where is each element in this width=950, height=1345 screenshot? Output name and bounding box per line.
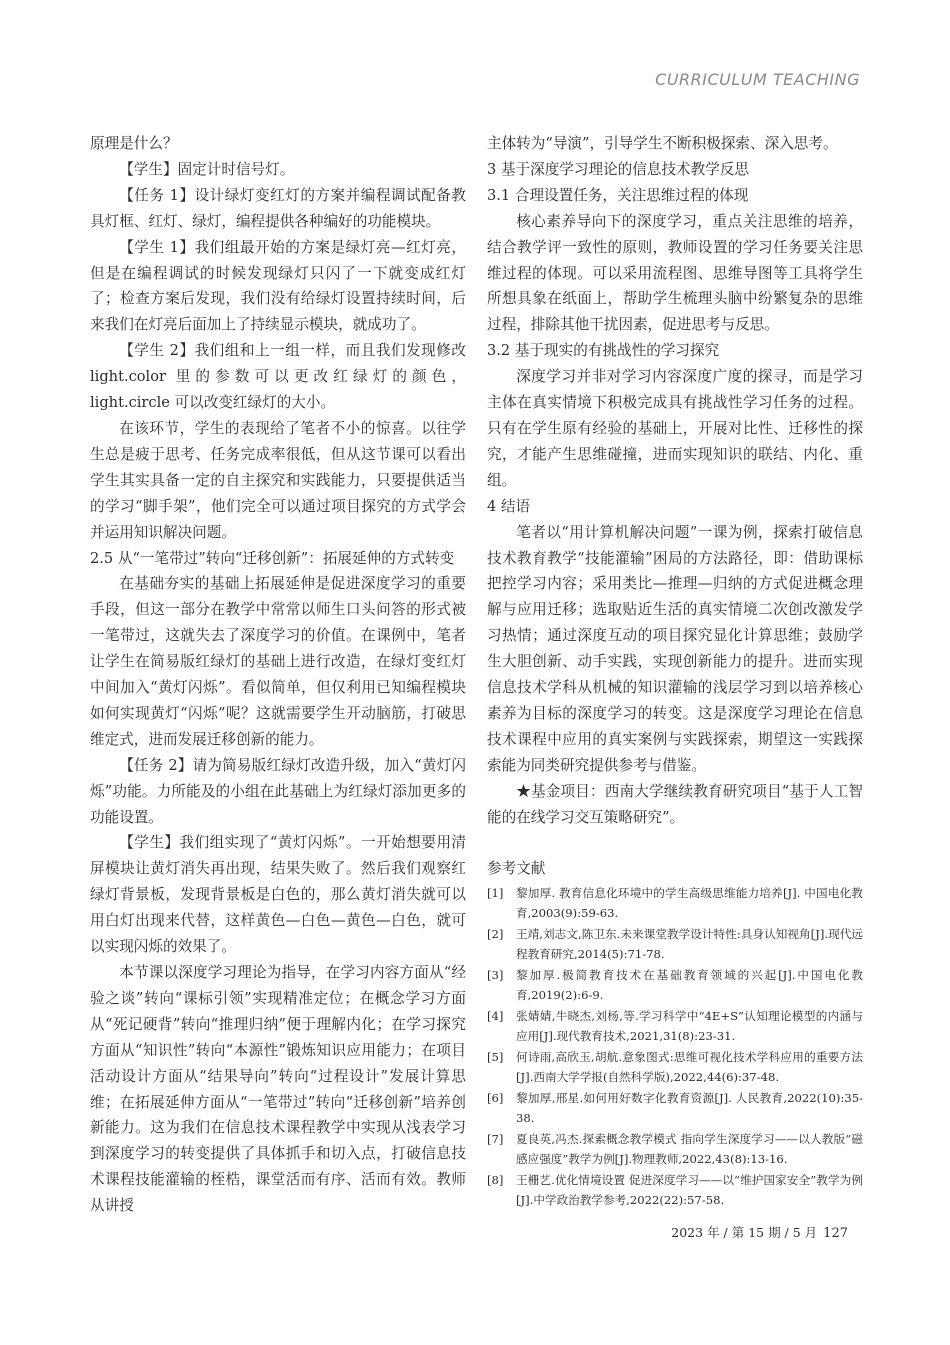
reference-text: 张婧婧,牛晓杰,刘杨,等.学习科学中“4E+S”认知理论模型的内涵与应用[J].现代教育技术,2021,31(8):23-31. — [516, 1009, 863, 1043]
reference-item — [487, 1130, 863, 1169]
paragraph: 笔者以“用计算机解决问题”一课为例，探索打破信息技术教育教学“技能灌输”困局的方法路径，即：借助课标把控学习内容；采用类比—推理—归纳的方式促进概念理解与应用迁移；选取贴近生活的真实情境二次创改激发学习热情；通过深度互动的项目探究显化计算思维；鼓励学生大胆创新、动手实践，实现创新能力的提升。进而实现信息技术学科从机械的知识灌输的浅层学习到以培养核心素养为目标的深度学习的转变。这是深度学习理论在信息技术课程中应用的真实案例与实践探索，期望这一实践探索能为同类研究提供参考与借鉴。 — [487, 523, 863, 774]
reference-number: [5] — [487, 1050, 504, 1065]
paragraph: 【任务 2】请为简易版红绿灯改造升级，加入“黄灯闪烁”功能。力所能及的小组在此基础上为红绿灯添加更多的功能设置。 — [90, 756, 466, 826]
issue-info: 2023 年 / 第 15 期 / 5 月 — [671, 1225, 818, 1240]
section-heading-2-5: 2.5 从“一笔带过”转向“迁移创新”：拓展延伸的方式转变 — [90, 549, 455, 567]
reference-item — [487, 1089, 863, 1128]
reference-item — [487, 1171, 863, 1210]
running-title: CURRICULUM TEACHING — [655, 70, 860, 89]
paragraph: 核心素养导向下的深度学习，重点关注思维的培养，结合教学评一致性的原则，教师设置的学习任务要关注思维过程的体现。可以采用流程图、思维导图等工具将学生所想具象在纸面上，帮助学生梳理头脑中纷繁复杂的思维过程，排除其他干扰因素，促进思考与反思。 — [487, 212, 863, 334]
section-heading-3-2: 3.2 基于现实的有挑战性的学习探究 — [487, 342, 720, 360]
paragraph: 【学生】我们组实现了“黄灯闪烁”。一开始想要用清屏模块让黄灯消失再出现，结果失败了。然后我们观察红绿灯背景板，发现背景板是白色的，那么黄灯消失就可以用白灯出现来代替，这样黄色—白色—黄色—白色，就可以实现闪烁的效果了。 — [90, 834, 466, 956]
paragraph: 在基础夯实的基础上拓展延伸是促进深度学习的重要手段，但这一部分在教学中常常以师生口头问答的形式被一笔带过，这就失去了深度学习的价值。在课例中，笔者让学生在简易版红绿灯的基础上进行改造，在绿灯变红灯中间加入“黄灯闪烁”。看似简单，但仅利用已知编程模块如何实现黄灯“闪烁”呢？这就需要学生开动脑筋，打破思维定式，进而发展迁移创新的能力。 — [90, 575, 466, 748]
paragraph: 【学生 1】我们组最开始的方案是绿灯亮—红灯亮，但是在编程调试的时候发现绿灯只闪了一下就变成红灯了；检查方案后发现，我们没有给绿灯设置持续时间，后来我们在灯亮后面加上了持续显示模块，就成功了。 — [90, 238, 466, 334]
paragraph: 本节课以深度学习理论为指导，在学习内容方面从“经验之谈”转向“课标引领”实现精准定位；在概念学习方面从“死记硬背”转向“推理归纳”便于理解内化；在学习探究方面从“知识性”转向“本源性”锻炼知识应用能力；在项目活动设计方面从“结果导向”转向“过程设计”发展计算思维；在拓展延伸方面从“一笔带过”转向“迁移创新”培养创新能力。这为我们在信息技术课程教学中实现从浅表学习到深度学习的转变提供了具体抓手和切入点，打破信息技术课程技能灌输的桎梏，课堂活而有序、活而有效。教师从讲授 — [90, 964, 466, 1215]
reference-text: 王栅艺.优化情境设置 促进深度学习——以“维护国家安全”教学为例[J].中学政治教学参考,2022(22):57-58. — [516, 1173, 863, 1207]
section-heading-3: 3 基于深度学习理论的信息技术教学反思 — [487, 160, 750, 178]
section-heading-3-1: 3.1 合理设置任务，关注思维过程的体现 — [487, 186, 749, 204]
reference-number: [2] — [487, 927, 504, 942]
funding-note: ★基金项目：西南大学继续教育研究项目“基于人工智能的在线学习交互策略研究”。 — [487, 782, 863, 826]
reference-number: [3] — [487, 968, 504, 983]
page-footer — [671, 1223, 848, 1241]
reference-text: 黎加厚.极简教育技术在基础教育领域的兴起[J].中国电化教育,2019(2):6-9. — [516, 968, 863, 1002]
reference-item — [487, 966, 863, 1005]
right-column — [487, 131, 863, 1212]
reference-text: 王靖,刘志文,陈卫东.未来课堂教学设计特性:具身认知视角[J].现代远程教育研究,2014(5):71-78. — [516, 927, 863, 961]
paragraph: 主体转为“导演”，引导学生不断积极探索、深入思考。 — [487, 135, 838, 152]
reference-number: [7] — [487, 1132, 504, 1147]
reference-number: [6] — [487, 1091, 504, 1106]
reference-item — [487, 1007, 863, 1046]
section-heading-4: 4 结语 — [487, 497, 531, 515]
reference-number: [1] — [487, 886, 504, 901]
references-title: 参考文献 — [487, 860, 546, 878]
reference-text: 夏良英,冯杰.探索概念教学模式 指向学生深度学习——以人教版“磁感应强度”教学为例[J].物理教师,2022,43(8):13-16. — [516, 1132, 863, 1166]
reference-text: 何诗雨,高欣玉,胡航.意象图式:思维可视化技术学科应用的重要方法[J].西南大学学报(自然科学版),2022,44(6):37-48. — [516, 1050, 863, 1084]
reference-number: [4] — [487, 1009, 504, 1024]
reference-text: 黎加厚. 教育信息化环境中的学生高级思维能力培养[J]. 中国电化教育,2003(9):59-63. — [516, 886, 863, 920]
reference-item — [487, 1048, 863, 1087]
paragraph: 深度学习并非对学习内容深度广度的探寻，而是学习主体在真实情境下积极完成具有挑战性学习任务的过程。只有在学生原有经验的基础上，开展对比性、迁移性的探究，才能产生思维碰撞，进而实现知识的联结、内化、重组。 — [487, 368, 863, 489]
reference-item — [487, 884, 863, 923]
paragraph: 【学生】固定计时信号灯。 — [119, 160, 295, 178]
paragraph: 原理是什么？ — [90, 135, 178, 152]
paragraph: 【学生 2】我们组和上一组一样，而且我们发现修改 light.color 里的参数可以更改红绿灯的颜色，light.circle 可以改变红绿灯的大小。 — [90, 342, 466, 412]
reference-number: [8] — [487, 1173, 504, 1188]
reference-text: 黎加厚,邢星.如何用好数字化教育资源[J]. 人民教育,2022(10):35-38. — [516, 1091, 863, 1125]
paragraph: 【任务 1】设计绿灯变红灯的方案并编程调试配备教具灯框、红灯、绿灯，编程提供各种编好的功能模块。 — [90, 186, 466, 230]
paragraph: 在该环节，学生的表现给了笔者不小的惊喜。以往学生总是疲于思考、任务完成率很低，但从这节课可以看出学生其实具备一定的自主探究和实践能力，只要提供适当的学习“脚手架”，他们完全可以通过项目探究的方式学会并运用知识解决问题。 — [90, 419, 466, 541]
page-number: 127 — [823, 1226, 848, 1241]
left-column — [90, 131, 466, 1219]
reference-item — [487, 925, 863, 964]
